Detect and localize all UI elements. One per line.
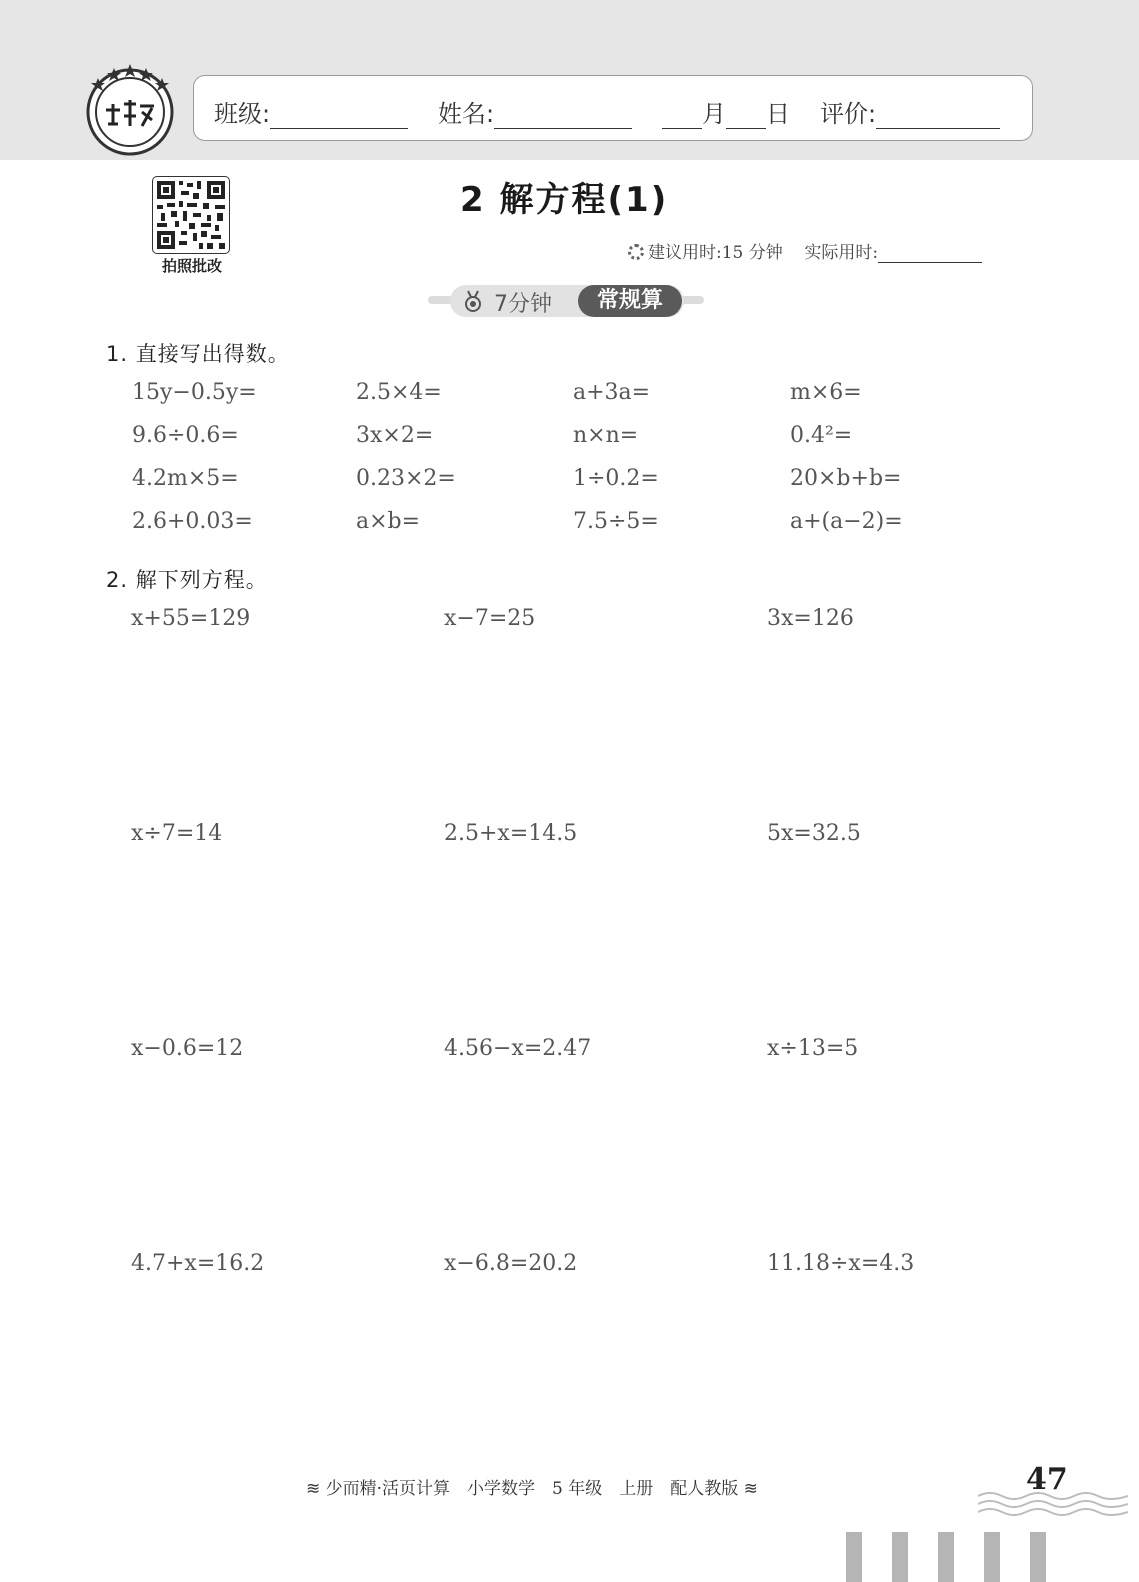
mental-math-item: 1÷0.2= (573, 466, 659, 491)
mental-math-item: 0.4²= (790, 423, 853, 448)
suggested-time: 建议用时:15 分钟 (648, 243, 783, 263)
page-title: 2 解方程(1) (460, 180, 669, 220)
mental-math-item: 4.2m×5= (132, 466, 239, 491)
mental-math-item: 9.6÷0.6= (132, 423, 239, 448)
equation-item: x−6.8=20.2 (444, 1251, 578, 1276)
badge-tag: 常规算 (578, 285, 682, 317)
mental-math-item: a+3a= (573, 380, 651, 405)
mental-math-item: 0.23×2= (356, 466, 456, 491)
equation-item: 4.56−x=2.47 (444, 1036, 592, 1061)
equation-item: 5x=32.5 (767, 821, 861, 846)
mental-math-item: 15y−0.5y= (132, 380, 257, 405)
actual-time-label: 实际用时: (804, 243, 879, 263)
mental-math-item: a×b= (356, 509, 421, 534)
qr-code-icon[interactable] (152, 176, 230, 254)
mental-math-item: 20×b+b= (790, 466, 902, 491)
student-info-box (193, 75, 1033, 141)
actual-time-blank[interactable] (878, 242, 982, 263)
mental-math-item: a+(a−2)= (790, 509, 903, 534)
rating-label: 评价: (820, 100, 877, 128)
equation-item: 2.5+x=14.5 (444, 821, 578, 846)
rating-blank[interactable] (876, 102, 1000, 129)
month-label: 月 (702, 100, 726, 128)
day-label: 日 (766, 100, 790, 128)
section1-title: 1. 直接写出得数。 (106, 342, 290, 366)
time-badge (450, 285, 684, 317)
name-field[interactable] (438, 94, 632, 129)
mental-math-item: n×n= (573, 423, 639, 448)
class-blank[interactable] (270, 102, 408, 129)
qr-caption: 拍照批改 (161, 257, 222, 275)
day-blank[interactable] (726, 102, 766, 129)
medal-icon (462, 290, 484, 312)
name-label: 姓名: (438, 100, 495, 128)
equation-item: x÷13=5 (767, 1036, 859, 1061)
equation-item: x÷7=14 (131, 821, 223, 846)
month-blank[interactable] (662, 102, 702, 129)
wave-decoration-icon (978, 1488, 1128, 1518)
mental-math-item: 3x×2= (356, 423, 434, 448)
mental-math-item: m×6= (790, 380, 862, 405)
mental-math-item: 2.5×4= (356, 380, 442, 405)
section2-title: 2. 解下列方程。 (106, 568, 268, 592)
equation-item: x−0.6=12 (131, 1036, 244, 1061)
equation-item: 4.7+x=16.2 (131, 1251, 265, 1276)
name-blank[interactable] (494, 102, 632, 129)
rating-field[interactable] (820, 94, 1000, 129)
gear-icon (628, 244, 644, 260)
date-field[interactable] (662, 94, 790, 129)
badge-minutes: 7分钟 (494, 292, 552, 317)
mental-math-item: 2.6+0.03= (132, 509, 253, 534)
logo-seal-icon (84, 60, 176, 156)
equation-item: 11.18÷x=4.3 (767, 1251, 915, 1276)
time-row (628, 238, 982, 263)
page-number: 47 (1026, 1462, 1068, 1497)
equation-item: 3x=126 (767, 606, 854, 631)
class-field[interactable] (214, 94, 408, 129)
edge-tabs-decoration (846, 1532, 1046, 1582)
equation-item: x+55=129 (131, 606, 251, 631)
equation-item: x−7=25 (444, 606, 536, 631)
class-label: 班级: (214, 100, 271, 128)
mental-math-item: 7.5÷5= (573, 509, 659, 534)
footer-text: ≋ 少而精·活页计算 小学数学 5 年级 上册 配人教版 ≋ (306, 1479, 758, 1499)
